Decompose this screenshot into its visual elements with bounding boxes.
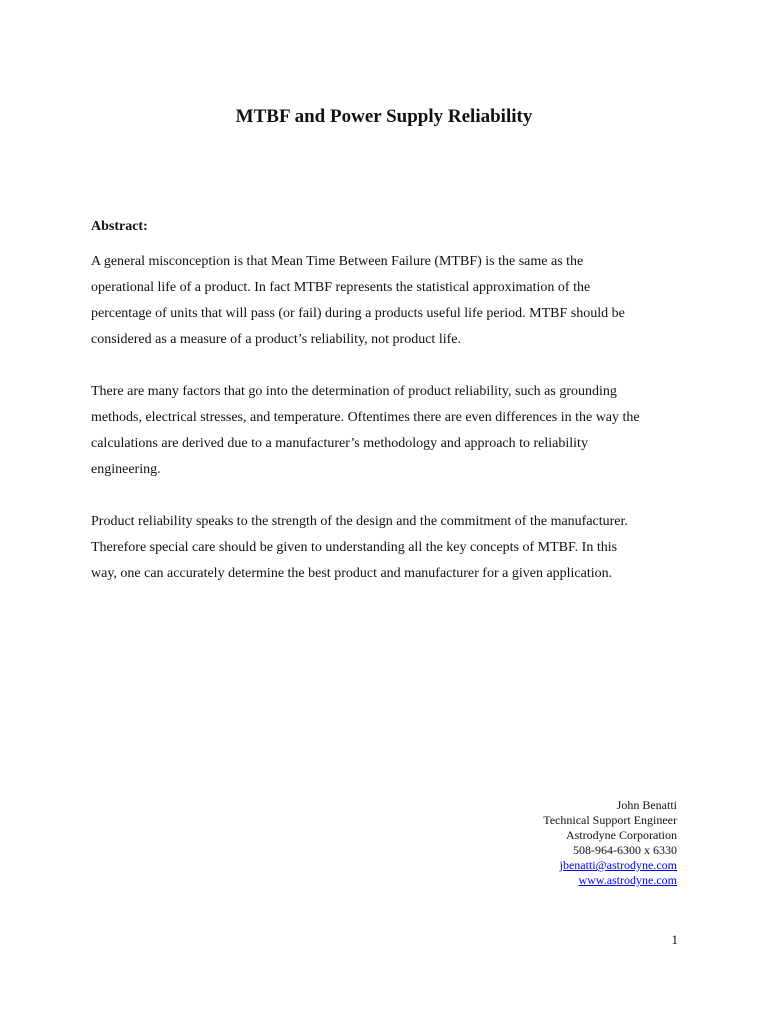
paragraph-line: Product reliability speaks to the strength of the design and the commitment of the manufacturer. <box>91 514 628 529</box>
author-phone: 508-964-6300 x 6330 <box>573 843 677 857</box>
abstract-heading: Abstract: <box>91 219 148 234</box>
page-number: 1 <box>671 932 678 947</box>
paragraph-line: Therefore special care should be given to understanding all the key concepts of MTBF. In this <box>91 540 618 555</box>
paragraph-line: considered as a measure of a product’s reliability, not product life. <box>91 332 461 347</box>
paragraph-line: operational life of a product. In fact MTBF represents the statistical approximation of the <box>91 280 591 295</box>
author-signature-block <box>543 798 677 888</box>
paragraph-line: There are many factors that go into the determination of product reliability, such as grounding <box>91 384 617 399</box>
document-title: MTBF and Power Supply Reliability <box>235 106 533 127</box>
paragraph-line: methods, electrical stresses, and temperature. Oftentimes there are even differences in the way the <box>91 410 640 425</box>
paragraph-3 <box>91 509 691 587</box>
paragraph-line: calculations are derived due to a manufacturer’s methodology and approach to reliability <box>91 436 588 451</box>
paragraph-2 <box>91 379 691 483</box>
paragraph-1 <box>91 249 691 353</box>
company-website-link[interactable]: www.astrodyne.com <box>578 873 677 887</box>
paragraph-line: engineering. <box>91 462 161 477</box>
paragraph-line: percentage of units that will pass (or fail) during a products useful life period. MTBF should be <box>91 306 625 321</box>
author-email-link[interactable]: jbenatti@astrodyne.com <box>559 858 677 872</box>
author-role: Technical Support Engineer <box>543 813 677 827</box>
author-company: Astrodyne Corporation <box>566 828 677 842</box>
paragraph-line: way, one can accurately determine the best product and manufacturer for a given application. <box>91 566 613 581</box>
paragraph-line: A general misconception is that Mean Time Between Failure (MTBF) is the same as the <box>91 254 584 269</box>
author-name: John Benatti <box>616 798 677 812</box>
